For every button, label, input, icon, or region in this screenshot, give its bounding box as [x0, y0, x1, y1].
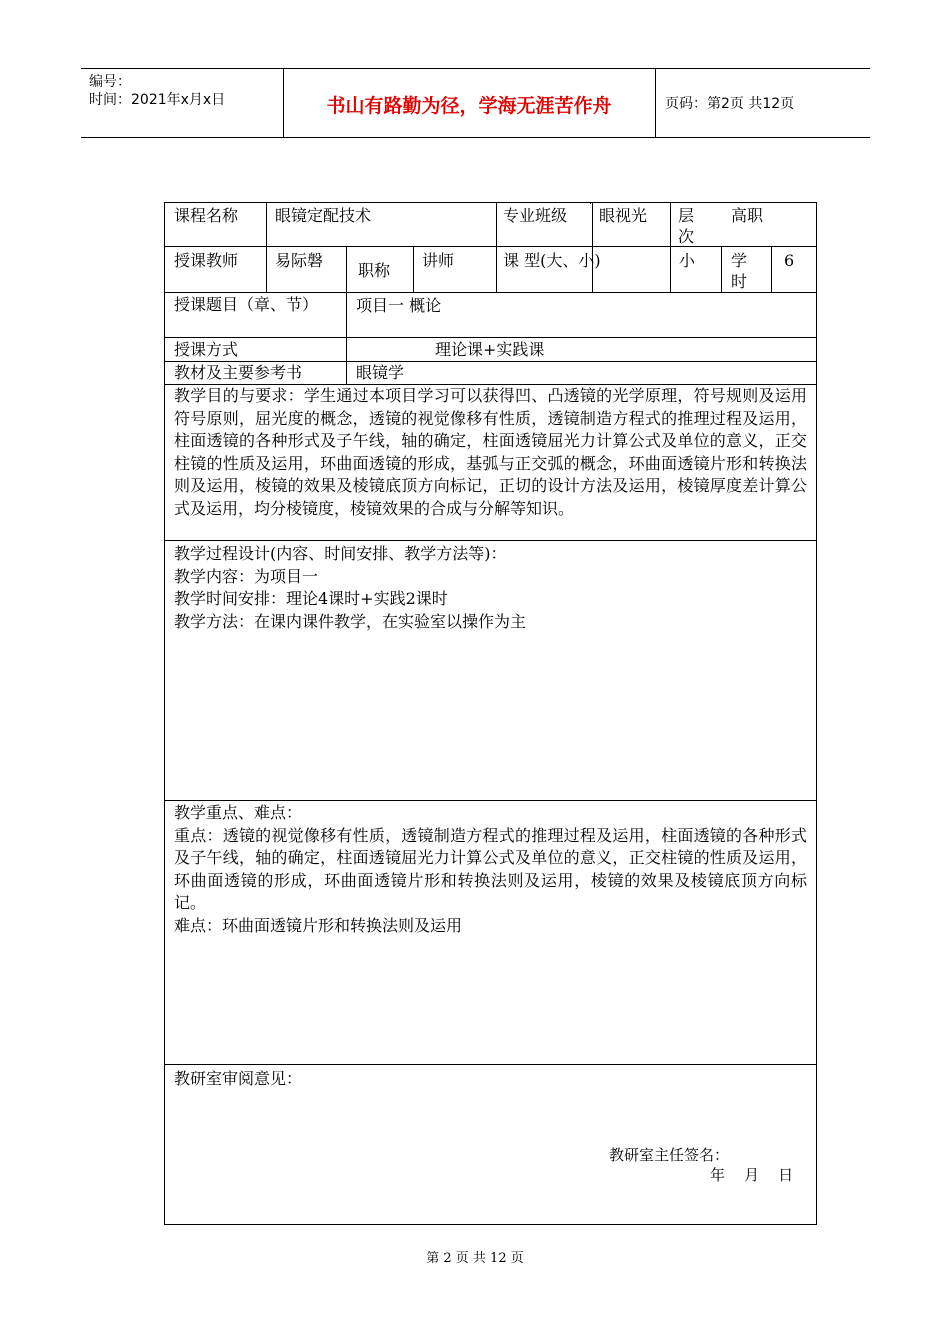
col-line: [496, 203, 497, 292]
header-meta: [89, 73, 225, 109]
row-line: [165, 1064, 816, 1065]
row-line: [165, 246, 816, 247]
col-line: [771, 246, 772, 292]
class-label: 专业班级: [503, 206, 568, 225]
page-footer: 第 2 页 共 12 页: [426, 1251, 524, 1266]
review-date: 年 月 日: [710, 1166, 794, 1184]
header-divider-right: [655, 69, 656, 137]
topic-value: 项目一 概论: [356, 296, 442, 315]
hours-value: 6: [784, 251, 795, 270]
col-line: [346, 292, 347, 384]
number-label: 编号：: [89, 74, 131, 90]
topic-label: 授课题目（章、节）: [174, 295, 319, 314]
course-type-value: 小: [679, 251, 696, 270]
row-line: [165, 292, 816, 293]
header-motto: 书山有路勤为径，学海无涯苦作舟: [326, 95, 612, 117]
keypoints-text: 重点：透镜的视觉像移有性质，透镜制造方程式的推理过程及运用，柱面透镜的各种形式及子午线，轴的确定，柱面透镜屈光力计算公式及单位的意义，正交柱镜的性质及运用，环曲面透镜的形成，环曲面透镜片形和转换法则及运用，棱镜的效果及棱镜底顶方向标记。: [174, 825, 807, 912]
col-line: [346, 246, 347, 292]
method-label: 授课方式: [174, 340, 239, 359]
col-line: [592, 203, 593, 292]
process-time: 教学时间安排：理论4课时+实践2课时: [174, 589, 448, 608]
teacher-label: 授课教师: [174, 251, 239, 270]
class-value: 眼视光: [599, 206, 648, 225]
textbook-value: 眼镜学: [356, 363, 405, 382]
lesson-plan-table: [164, 202, 817, 1225]
col-line: [413, 246, 414, 292]
col-line: [670, 203, 671, 292]
teacher-name: 易际磐: [275, 251, 324, 270]
hours-label: 学时: [731, 251, 748, 291]
col-line: [721, 246, 722, 292]
level-label: 层次: [678, 206, 695, 246]
keypoints-heading: 教学重点、难点：: [174, 803, 303, 822]
keypoints-section: [174, 802, 807, 937]
header-page-info: 页码：第2页 共12页: [665, 96, 795, 112]
course-type-label: 课 型(大、小): [503, 251, 601, 270]
title-value: 讲师: [422, 251, 455, 270]
level-value: 高职: [731, 206, 764, 225]
review-signature-label: 教研室主任签名：: [609, 1146, 730, 1164]
row-line: [165, 540, 816, 541]
process-section: [174, 543, 807, 633]
process-content: 教学内容：为项目一: [174, 566, 319, 586]
row-line: [165, 337, 816, 338]
method-value: 理论课+实践课: [435, 340, 545, 359]
process-method: 教学方法：在课内课件教学，在实验室以操作为主: [174, 611, 527, 631]
col-line: [266, 203, 267, 292]
col-line: [590, 203, 591, 204]
title-label: 职称: [358, 261, 391, 280]
row-line: [165, 800, 816, 801]
textbook-label: 教材及主要参考书: [174, 363, 303, 382]
review-heading: 教研室审阅意见：: [174, 1069, 303, 1088]
objectives-text: 教学目的与要求：学生通过本项目学习可以获得凹、凸透镜的光学原理，符号规则及运用符号原则，屈光度的概念，透镜的视觉像移有性质，透镜制造方程式的推理过程及运用，柱面透镜的各种形式及子午线，轴的确定，柱面透镜屈光力计算公式及单位的意义，正交柱镜的性质及运用，环曲面透镜的形成，基弧与正交弧的概念，环曲面透镜片形和转换法则及运用，棱镜的效果及棱镜底顶方向标记，正切的设计方法及运用，棱镜厚度差计算公式及运用，均分棱镜度，棱镜效果的合成与分解等知识。: [174, 386, 807, 518]
process-heading: 教学过程设计(内容、时间安排、教学方法等)：: [174, 544, 507, 563]
time-label: 时间：2021年x月x日: [89, 92, 226, 108]
course-name-label: 课程名称: [174, 206, 239, 225]
difficulties-text: 难点：环曲面透镜片形和转换法则及运用: [174, 915, 463, 935]
course-name: 眼镜定配技术: [275, 206, 372, 225]
page-header: [81, 68, 870, 138]
